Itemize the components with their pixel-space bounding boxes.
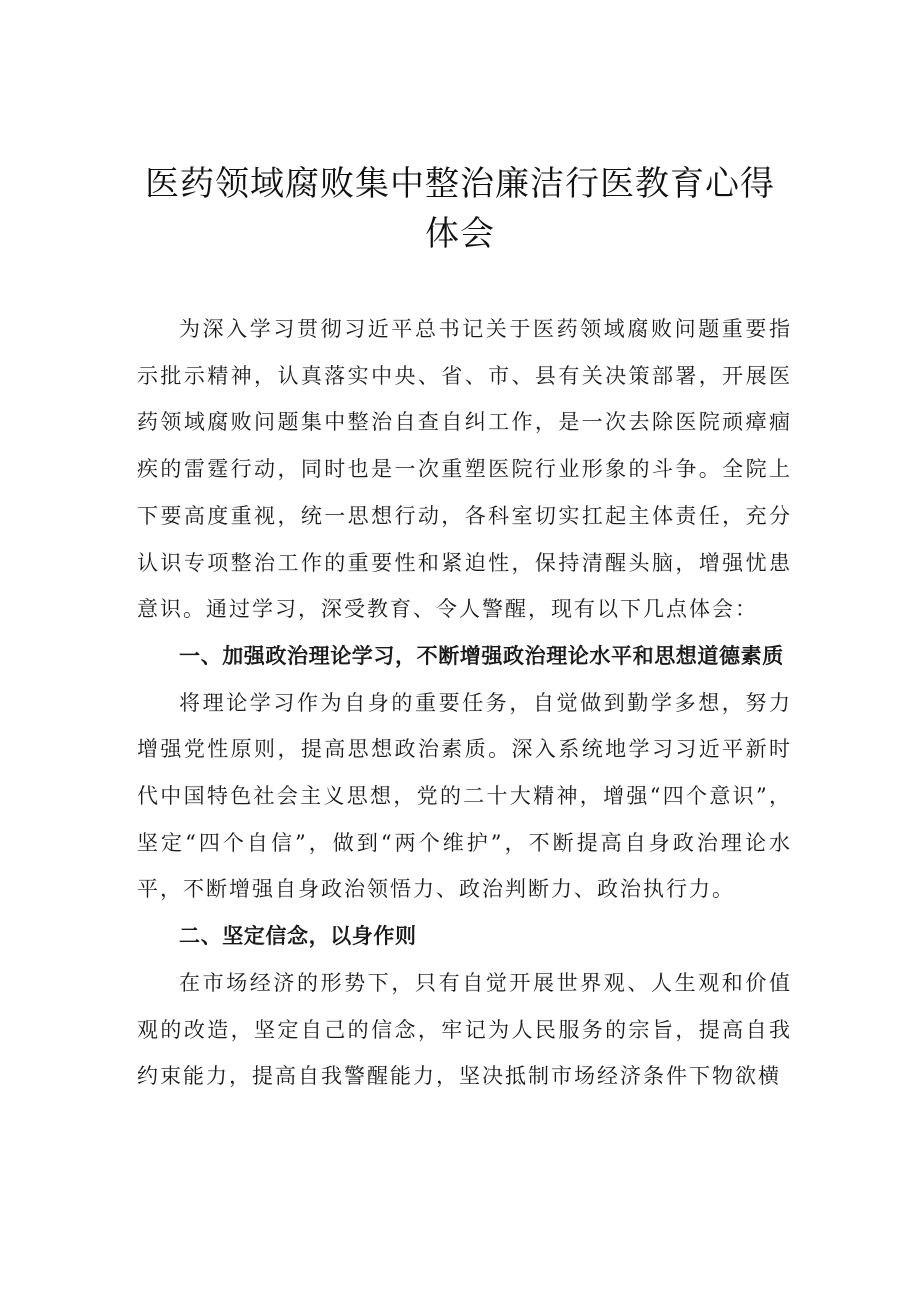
document-title-line2: 体会 xyxy=(425,214,495,254)
section1-heading: 一、加强政治理论学习，不断增强政治理论水平和思想道德素质 xyxy=(179,643,784,668)
section2-heading: 二、坚定信念，以身作则 xyxy=(179,924,417,949)
section1-paragraph: 将理论学习作为自身的重要任务，自觉做到勤学多想，努力增强党性原则，提高思想政治素质。深入系统地学习习近平新时代中国特色社会主义思想，党的二十大精神，增强“四个意识”，坚定“四个自信”，做到“两个维护”，不断提高自身政治理论水平，不断增强自身政治领悟力、政治判断力、政治执行力。 xyxy=(137,690,792,902)
section2-paragraph: 在市场经济的形势下，只有自觉开展世界观、人生观和价值观的改造，坚定自己的信念，牢记为人民服务的宗旨，提高自我约束能力，提高自我警醒能力，坚决抵制市场经济条件下物欲横 xyxy=(137,970,792,1089)
document-title-line1: 医药领域腐败集中整治廉洁行医教育心得 xyxy=(145,164,775,204)
document-body xyxy=(137,306,792,1100)
intro-paragraph: 为深入学习贯彻习近平总书记关于医药领域腐败问题重要指示批示精神，认真落实中央、省、市、县有关决策部署，开展医药领域腐败问题集中整治自查自纠工作，是一次去除医院顽瘴痼疾的雷霆行动，同时也是一次重塑医院行业形象的斗争。全院上下要高度重视，统一思想行动，各科室切实扛起主体责任，充分认识专项整治工作的重要性和紧迫性，保持清醒头脑，增强忧患意识。通过学习，深受教育、令人警醒，现有以下几点体会： xyxy=(137,317,792,622)
